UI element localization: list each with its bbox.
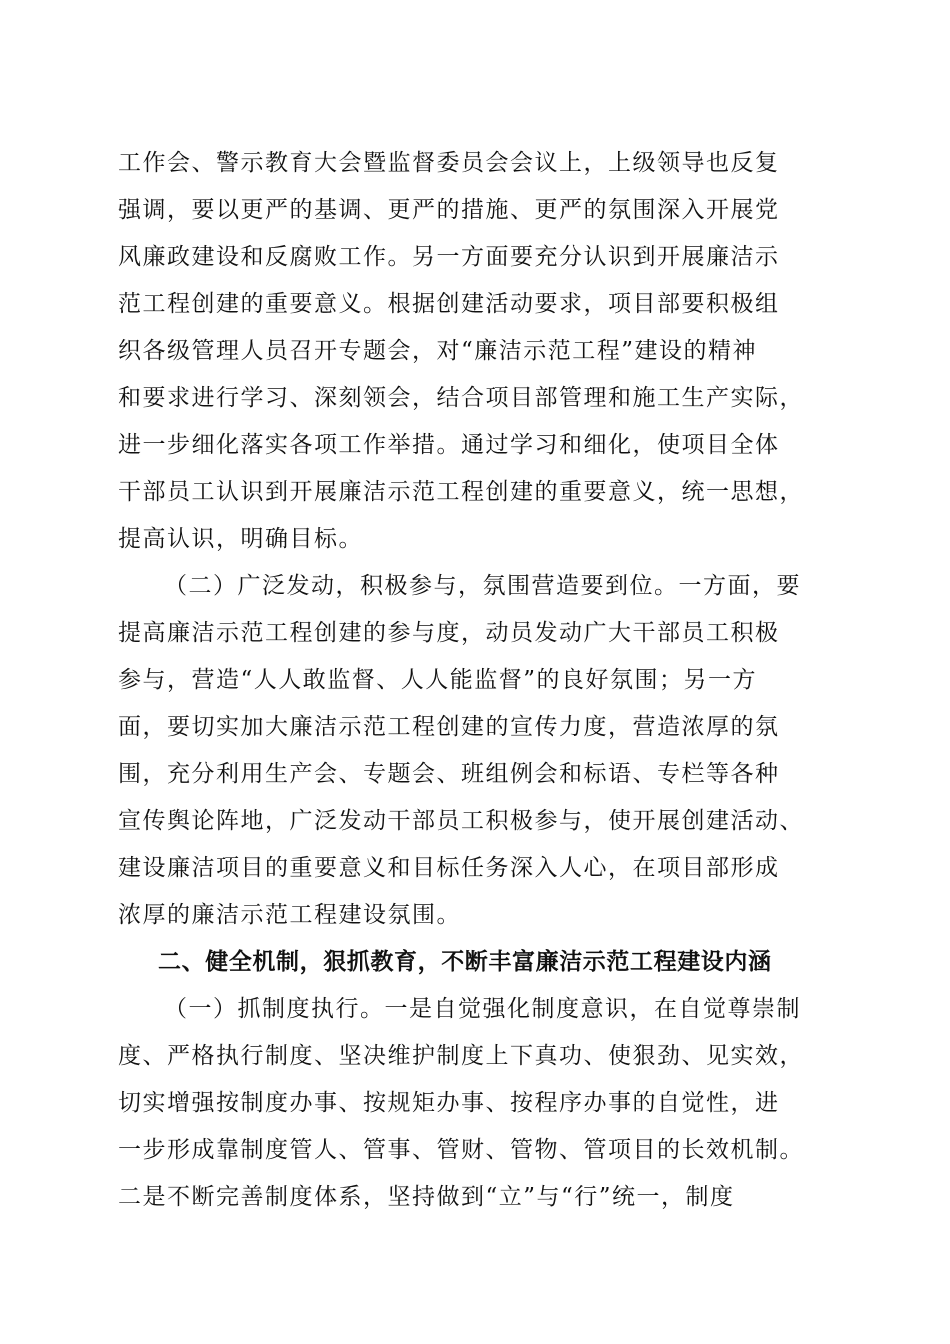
text-line: 参与，营造“人人敢监督、人人能监督”的良好氛围；另一方 <box>118 667 758 693</box>
text-line: 范工程创建的重要意义。根据创建活动要求，项目部要积极组 <box>118 291 780 317</box>
text-line: 进一步细化落实各项工作举措。通过学习和细化，使项目全体 <box>118 432 780 458</box>
text-line: 干部员工认识到开展廉洁示范工程创建的重要意义，统一思想， <box>118 479 804 505</box>
text-line: 提高廉洁示范工程创建的参与度，动员发动广大干部员工积极 <box>118 620 780 646</box>
text-line: 围，充分利用生产会、专题会、班组例会和标语、专栏等各种 <box>118 761 780 787</box>
section-heading: 二、健全机制，狠抓教育，不断丰富廉洁示范工程建设内涵 <box>158 949 772 975</box>
text-line: 建设廉洁项目的重要意义和目标任务深入人心，在项目部形成 <box>118 855 780 881</box>
paragraph-first-line: （一）抓制度执行。一是自觉强化制度意识，在自觉尊崇制 <box>164 996 801 1022</box>
text-line: 宣传舆论阵地，广泛发动干部员工积极参与，使开展创建活动、 <box>118 808 804 834</box>
text-line: 强调，要以更严的基调、更严的措施、更严的氛围深入开展党 <box>118 197 780 223</box>
text-line: 浓厚的廉洁示范工程建设氛围。 <box>118 902 461 928</box>
text-line: 和要求进行学习、深刻领会，结合项目部管理和施工生产实际， <box>118 385 804 411</box>
paragraph-first-line: （二）广泛发动，积极参与，氛围营造要到位。一方面，要 <box>164 573 801 599</box>
document-body <box>118 140 843 1221</box>
text-line: 风廉政建设和反腐败工作。另一方面要充分认识到开展廉洁示 <box>118 244 780 270</box>
text-line: 面，要切实加大廉洁示范工程创建的宣传力度，营造浓厚的氛 <box>118 714 780 740</box>
text-line: 度、严格执行制度、坚决维护制度上下真功、使狠劲、见实效， <box>118 1043 804 1069</box>
text-line: 一步形成靠制度管人、管事、管财、管物、管项目的长效机制。 <box>118 1137 804 1163</box>
text-line: 二是不断完善制度体系，坚持做到“立”与“行”统一，制度 <box>118 1184 735 1210</box>
text-line: 织各级管理人员召开专题会，对“廉洁示范工程”建设的精神 <box>118 338 758 364</box>
text-line: 工作会、警示教育大会暨监督委员会会议上，上级领导也反复 <box>118 150 780 176</box>
text-line: 提高认识，明确目标。 <box>118 526 363 552</box>
text-line: 切实增强按制度办事、按规矩办事、按程序办事的自觉性，进 <box>118 1090 780 1116</box>
